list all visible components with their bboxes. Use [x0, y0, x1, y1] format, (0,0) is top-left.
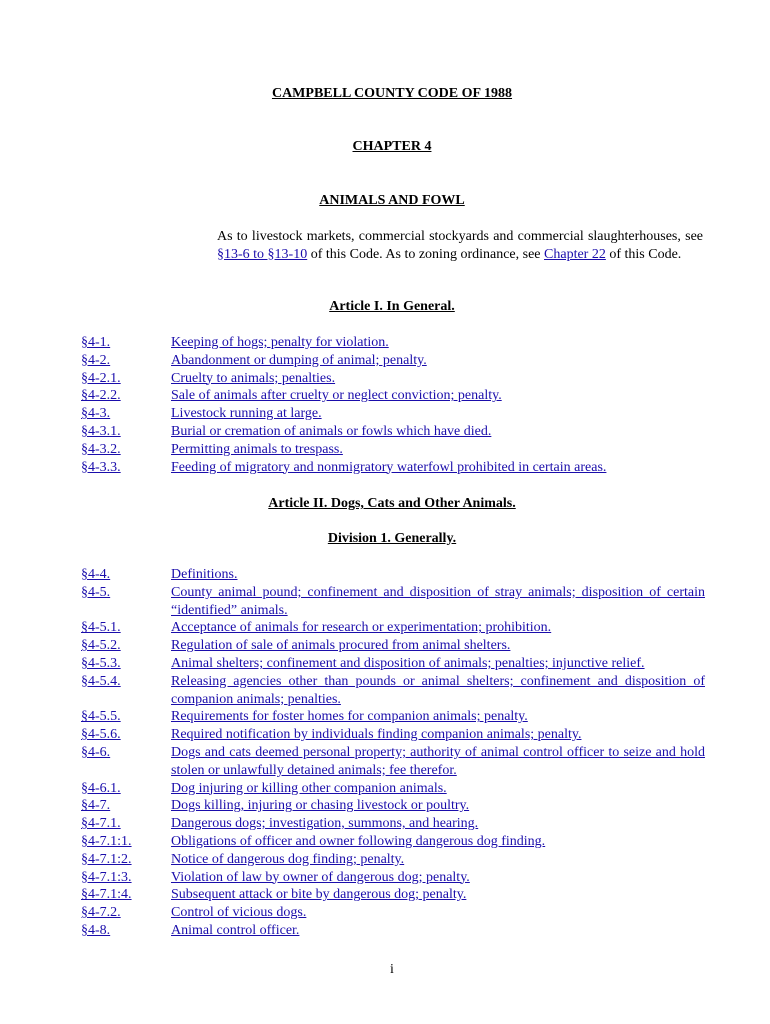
toc-section-title-cell — [171, 637, 705, 655]
toc-entry[interactable] — [81, 726, 705, 744]
toc-entry[interactable] — [81, 334, 705, 352]
toc-section-title-link[interactable]: Animal control officer. — [171, 922, 300, 938]
toc-section-title-cell — [171, 334, 705, 352]
toc-entry[interactable] — [81, 405, 705, 423]
toc-entry[interactable] — [81, 833, 705, 851]
toc-entry[interactable] — [81, 370, 705, 388]
toc-entry[interactable] — [81, 352, 705, 370]
toc-entry[interactable] — [81, 423, 705, 441]
toc-section-title-cell — [171, 441, 705, 459]
toc-entry[interactable] — [81, 922, 705, 940]
toc-section-title-cell — [171, 922, 705, 940]
chapter-number: CHAPTER 4 — [352, 139, 432, 154]
article-1-toc — [81, 334, 705, 476]
toc-section-number-link[interactable]: §4-3.3. — [81, 459, 121, 475]
article-1-heading: Article I. In General. — [329, 299, 455, 314]
toc-entry[interactable] — [81, 797, 705, 815]
article-2-toc — [81, 566, 705, 940]
toc-entry[interactable] — [81, 637, 705, 655]
article-2-heading: Article II. Dogs, Cats and Other Animals. — [268, 496, 516, 511]
toc-section-title-link[interactable]: Sale of animals after cruelty or neglect conviction; penalty. — [171, 388, 502, 404]
toc-section-title-link[interactable]: Subsequent attack or bite by dangerous dog; penalty. — [171, 887, 467, 903]
toc-section-number-link[interactable]: §4-6.1. — [81, 780, 121, 796]
toc-section-title-link[interactable]: Dogs and cats deemed personal property; authority of animal control officer to seize and hold stolen or unlawfully detained animals; fee therefor. — [171, 744, 705, 778]
toc-section-title-link[interactable]: Control of vicious dogs. — [171, 905, 307, 921]
toc-section-number-link[interactable]: §4-4. — [81, 567, 111, 582]
toc-entry[interactable] — [81, 459, 705, 477]
toc-section-title-link[interactable]: Dangerous dogs; investigation, summons, and hearing. — [171, 816, 479, 832]
toc-section-title-cell — [171, 459, 705, 477]
toc-section-number-link[interactable]: §4-5.5. — [81, 709, 121, 725]
toc-section-number-link[interactable]: §4-3. — [81, 406, 111, 422]
toc-entry[interactable] — [81, 655, 705, 673]
toc-section-number-link[interactable]: §4-7.1:2. — [81, 851, 132, 867]
toc-entry[interactable] — [81, 869, 705, 887]
toc-section-title-link[interactable]: Dogs killing, injuring or chasing livestock or poultry. — [171, 798, 470, 814]
document-title: CAMPBELL COUNTY CODE OF 1988 — [271, 86, 513, 101]
toc-section-number-link[interactable]: §4-7.1:1. — [81, 833, 132, 849]
toc-section-title-cell — [171, 566, 705, 584]
toc-section-title-link[interactable]: County animal pound; confinement and disposition of stray animals; disposition of certain “identified” animals. — [171, 584, 705, 618]
link-chapter-22[interactable]: Chapter 22 — [544, 246, 606, 262]
toc-section-number-link[interactable]: §4-5.6. — [81, 727, 121, 743]
toc-entry[interactable] — [81, 673, 705, 709]
toc-section-title-link[interactable]: Cruelty to animals; penalties. — [171, 370, 336, 386]
toc-section-title-cell — [171, 584, 705, 620]
toc-section-title-cell — [171, 744, 705, 780]
toc-section-title-cell — [171, 708, 705, 726]
chapter-title: ANIMALS AND FOWL — [319, 193, 465, 208]
toc-section-number-link[interactable]: §4-2. — [81, 352, 111, 368]
toc-section-title-link[interactable]: Burial or cremation of animals or fowls which have died. — [171, 423, 492, 439]
toc-section-title-cell — [171, 886, 705, 904]
toc-section-title-cell — [171, 405, 705, 423]
toc-section-number-link[interactable]: §4-7.2. — [81, 905, 121, 921]
toc-entry[interactable] — [81, 708, 705, 726]
toc-section-number-link[interactable]: §4-3.1. — [81, 423, 121, 439]
toc-section-number-link[interactable]: §4-6. — [81, 744, 111, 760]
toc-section-title-link[interactable]: Permitting animals to trespass. — [171, 441, 343, 457]
toc-section-number-link[interactable]: §4-7.1. — [81, 816, 121, 832]
note-text: As to livestock markets, commercial stockyards and commercial slaughterhouses, see — [217, 229, 703, 244]
toc-section-title-cell — [171, 619, 705, 637]
toc-entry[interactable] — [81, 780, 705, 798]
toc-section-number-link[interactable]: §4-5.1. — [81, 620, 121, 636]
toc-section-number-link[interactable]: §4-3.2. — [81, 441, 121, 457]
toc-section-number-link[interactable]: §4-5.4. — [81, 673, 121, 689]
toc-entry[interactable] — [81, 886, 705, 904]
toc-entry[interactable] — [81, 904, 705, 922]
toc-section-number-link[interactable]: §4-2.1. — [81, 370, 121, 386]
toc-section-title-cell — [171, 904, 705, 922]
toc-section-title-link[interactable]: Animal shelters; confinement and disposition of animals; penalties; injunctive relief. — [171, 655, 645, 671]
toc-section-title-link[interactable]: Requirements for foster homes for companion animals; penalty. — [171, 709, 528, 725]
division-1-heading: Division 1. Generally. — [327, 531, 457, 546]
toc-section-title-link[interactable]: Releasing agencies other than pounds or animal shelters; confinement and disposition of companion animals; penalties. — [171, 673, 705, 707]
toc-entry[interactable] — [81, 441, 705, 459]
toc-section-title-link[interactable]: Abandonment or dumping of animal; penalty. — [171, 352, 427, 368]
toc-entry[interactable] — [81, 744, 705, 780]
toc-entry[interactable] — [81, 851, 705, 869]
toc-section-title-cell — [171, 815, 705, 833]
toc-section-title-cell — [171, 833, 705, 851]
toc-entry[interactable] — [81, 619, 705, 637]
toc-section-title-cell — [171, 797, 705, 815]
toc-entry[interactable] — [81, 566, 705, 584]
toc-section-title-link[interactable]: Violation of law by owner of dangerous dog; penalty. — [171, 869, 470, 885]
toc-section-number-link[interactable]: §4-5.3. — [81, 655, 121, 671]
toc-section-number-link[interactable]: §4-7.1:3. — [81, 869, 132, 885]
toc-section-title-link[interactable]: Feeding of migratory and nonmigratory waterfowl prohibited in certain areas. — [171, 459, 607, 475]
toc-section-title-cell — [171, 387, 705, 405]
page-number: i — [390, 962, 394, 977]
toc-section-title-link[interactable]: Required notification by individuals finding companion animals; penalty. — [171, 727, 582, 743]
toc-section-number-link[interactable]: §4-1. — [81, 335, 111, 350]
toc-section-title-cell — [171, 352, 705, 370]
toc-section-title-cell — [171, 423, 705, 441]
toc-section-title-link[interactable]: Acceptance of animals for research or experimentation; prohibition. — [171, 620, 552, 636]
note-text: of this Code. As to zoning ordinance, see — [307, 246, 545, 262]
toc-section-title-cell — [171, 726, 705, 744]
toc-section-title-cell — [171, 655, 705, 673]
toc-section-number-link[interactable]: §4-7. — [81, 798, 111, 814]
toc-section-number-link[interactable]: §4-2.2. — [81, 388, 121, 404]
toc-section-number-link[interactable]: §4-5.2. — [81, 638, 121, 654]
toc-entry[interactable] — [81, 387, 705, 405]
toc-entry[interactable] — [81, 584, 705, 620]
toc-section-title-link[interactable]: Obligations of officer and owner following dangerous dog finding. — [171, 833, 546, 849]
note-text: of this Code. — [605, 246, 682, 262]
toc-section-title-link[interactable]: Livestock running at large. — [171, 406, 322, 422]
toc-section-title-link[interactable]: Dog injuring or killing other companion animals. — [171, 780, 447, 796]
toc-section-title-link[interactable]: Definitions. — [171, 567, 238, 582]
toc-section-title-cell — [171, 851, 705, 869]
toc-section-title-link[interactable]: Keeping of hogs; penalty for violation. — [171, 335, 389, 350]
toc-section-title-link[interactable]: Regulation of sale of animals procured from animal shelters. — [171, 638, 511, 654]
toc-section-number-link[interactable]: §4-7.1:4. — [81, 887, 132, 903]
toc-section-title-cell — [171, 370, 705, 388]
cross-reference-note — [217, 228, 703, 263]
toc-section-title-cell — [171, 780, 705, 798]
toc-section-title-link[interactable]: Notice of dangerous dog finding; penalty. — [171, 851, 405, 867]
link-sections-13-6-to-13-10[interactable]: §13-6 to §13-10 — [217, 246, 308, 262]
toc-section-title-cell — [171, 869, 705, 887]
toc-section-number-link[interactable]: §4-8. — [81, 922, 111, 938]
toc-section-number-link[interactable]: §4-5. — [81, 584, 111, 600]
toc-entry[interactable] — [81, 815, 705, 833]
toc-section-title-cell — [171, 673, 705, 709]
